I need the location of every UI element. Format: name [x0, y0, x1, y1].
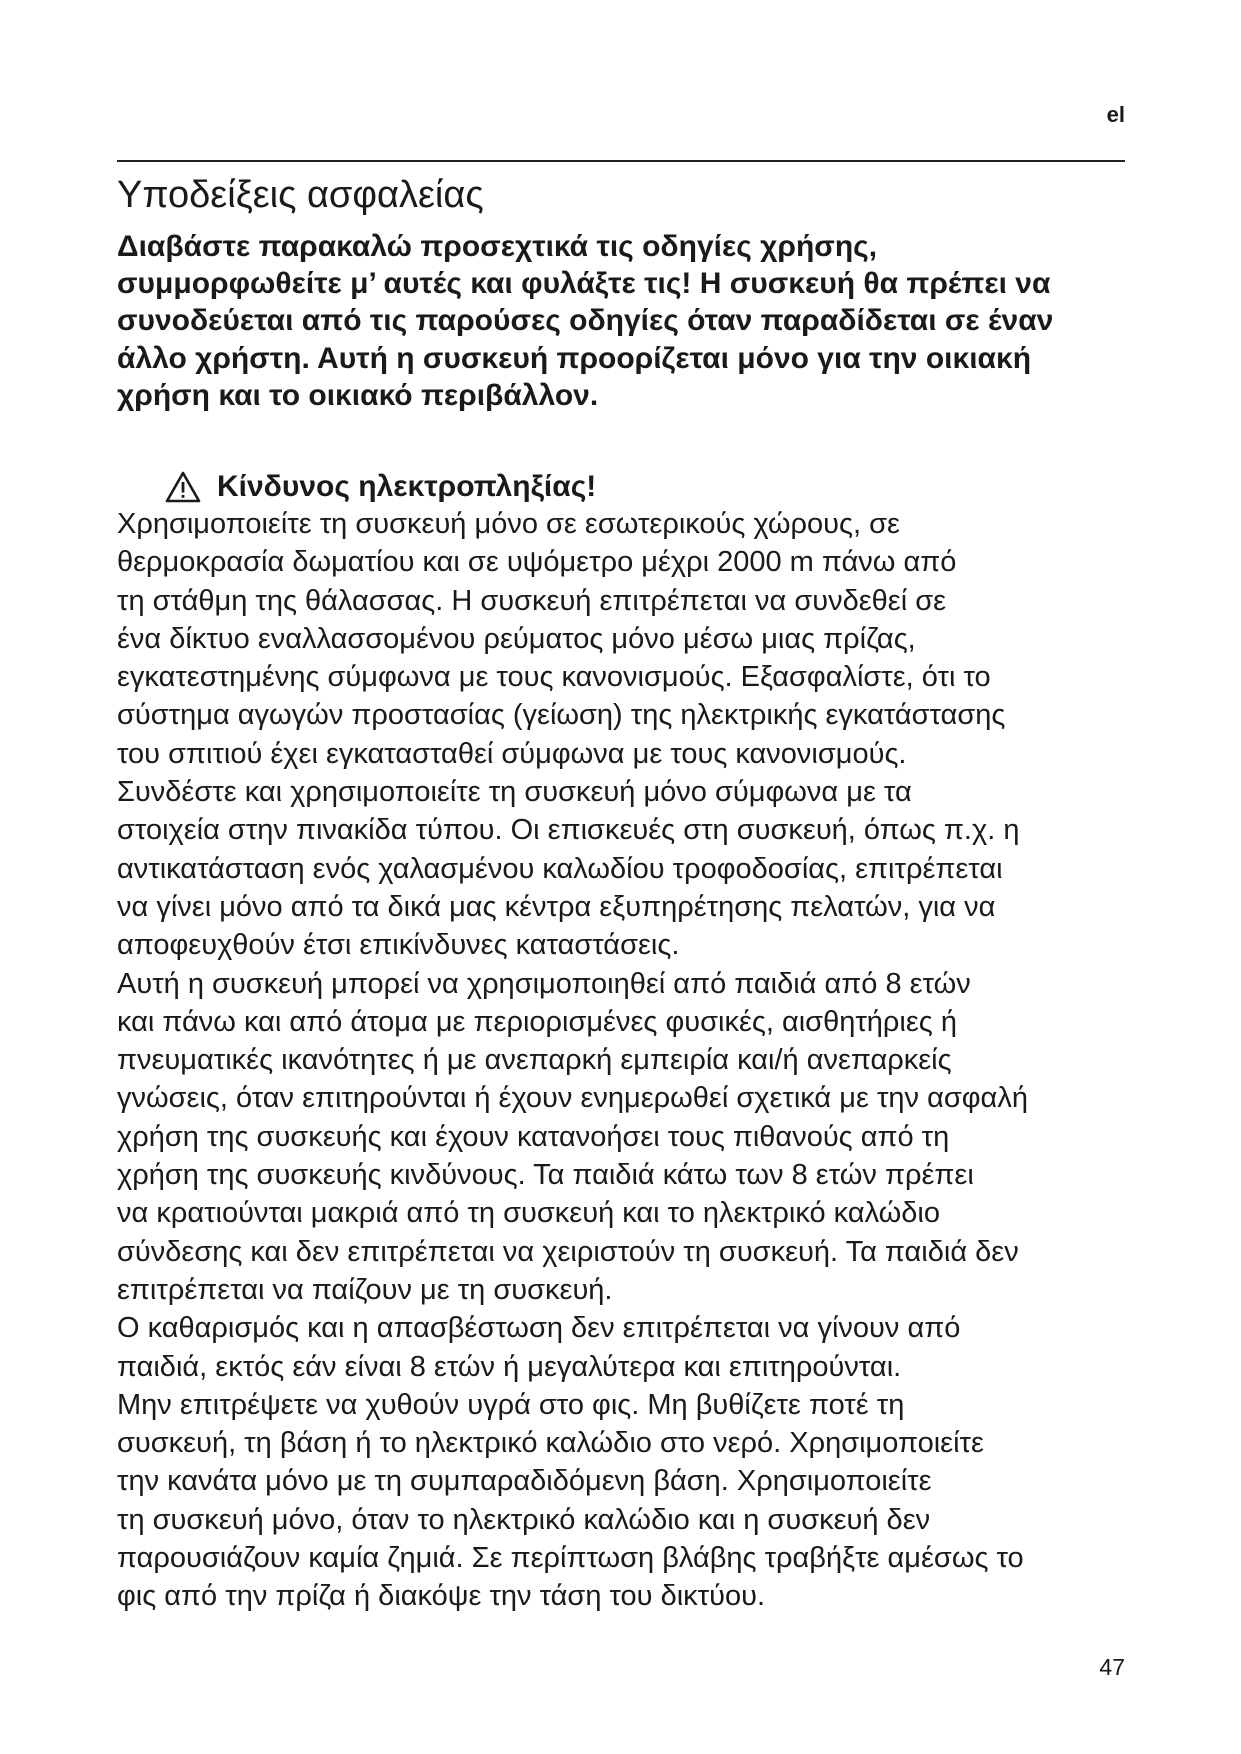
intro-line: Διαβάστε παρακαλώ προσεχτικά τις οδηγίες χρήσης,: [117, 230, 878, 263]
header-divider: [117, 160, 1125, 162]
body-line: φις από την πρίζα ή διακόψε την τάση του δικτύου.: [117, 1580, 766, 1613]
body-line: παιδιά, εκτός εάν είναι 8 ετών ή μεγαλύτερα και επιτηρούνται.: [117, 1350, 902, 1383]
body-line: του σπιτιού έχει εγκατασταθεί σύμφωνα με τους κανονισμούς.: [117, 737, 907, 770]
body-line: και πάνω και από άτομα με περιορισμένες φυσικές, αισθητήριες ή: [117, 1005, 957, 1038]
body-line: Χρησιμοποιείτε τη συσκευή μόνο σε εσωτερικούς χώρους, σε: [117, 508, 900, 540]
body-line: σύνδεσης και δεν επιτρέπεται να χειριστούν τη συσκευή. Τα παιδιά δεν: [117, 1235, 1019, 1268]
body-line: σύστημα αγωγών προστασίας (γείωση) της ηλεκτρικής εγκατάστασης: [117, 699, 1006, 732]
body-line: την κανάτα μόνο με τη συμπαραδιδόμενη βάση. Χρησιμοποιείτε: [117, 1465, 932, 1498]
warning-triangle-icon: [165, 471, 201, 503]
body-line: αποφευχθούν έτσι επικίνδυνες καταστάσεις.: [117, 929, 680, 962]
body-line: να κρατιούνται μακριά από τη συσκευή και το ηλεκτρικό καλώδιο: [117, 1197, 941, 1230]
warning-heading-text: Κίνδυνος ηλεκτροπληξίας!: [217, 470, 597, 503]
language-code: el: [1106, 102, 1125, 127]
intro-paragraph: [117, 228, 1137, 414]
intro-line: χρήση και το οικιακό περιβάλλον.: [117, 378, 599, 412]
page-number: 47: [1099, 1654, 1125, 1680]
intro-line: συμμορφωθείτε μ’ αυτές και φυλάξτε τις! Η συσκευή θα πρέπει να: [117, 267, 1051, 301]
intro-line: συνοδεύεται από τις παρούσες οδηγίες όταν παραδίδεται σε έναν: [117, 304, 1054, 338]
body-line: Αυτή η συσκευή μπορεί να χρησιμοποιηθεί από παιδιά από 8 ετών: [117, 967, 971, 1000]
body-line: πνευματικές ικανότητες ή με ανεπαρκή εμπειρία και/ή ανεπαρκείς: [117, 1044, 952, 1077]
body-line: Συνδέστε και χρησιμοποιείτε τη συσκευή μόνο σύμφωνα με τα: [117, 776, 912, 809]
body-line: επιτρέπεται να παίζουν με τη συσκευή.: [117, 1273, 613, 1306]
body-line: εγκατεστημένης σύμφωνα με τους κανονισμούς. Εξασφαλίστε, ότι το: [117, 661, 991, 694]
warning-heading: [165, 468, 596, 506]
body-line: γνώσεις, όταν επιτηρούνται ή έχουν ενημερωθεί σχετικά με την ασφαλή: [117, 1082, 1028, 1115]
body-line: ένα δίκτυο εναλλασσομένου ρεύματος μόνο μέσω μιας πρίζας,: [117, 622, 916, 655]
body-line: συσκευή, τη βάση ή το ηλεκτρικό καλώδιο στο νερό. Χρησιμοποιείτε: [117, 1427, 984, 1460]
body-line: χρήση της συσκευής και έχουν κατανοήσει τους πιθανούς από τη: [117, 1120, 950, 1153]
body-line: Μην επιτρέψετε να χυθούν υγρά στο φις. Μη βυθίζετε ποτέ τη: [117, 1388, 905, 1421]
section-title: Υποδείξεις ασφαλείας: [117, 174, 484, 216]
body-line: τη συσκευή μόνο, όταν το ηλεκτρικό καλώδιο και η συσκευή δεν: [117, 1503, 931, 1536]
warning-body: [117, 505, 1137, 1616]
body-line: χρήση της συσκευής κινδύνους. Τα παιδιά κάτω των 8 ετών πρέπει: [117, 1159, 974, 1192]
body-line: τη στάθμη της θάλασσας. Η συσκευή επιτρέπεται να συνδεθεί σε: [117, 584, 947, 617]
body-line: Ο καθαρισμός και η απασβέστωση δεν επιτρέπεται να γίνουν από: [117, 1312, 961, 1345]
body-line: παρουσιάζουν καμία ζημιά. Σε περίπτωση βλάβης τραβήξτε αμέσως το: [117, 1542, 1024, 1575]
intro-line: άλλο χρήστη. Αυτή η συσκευή προορίζεται μόνο για την οικιακή: [117, 341, 1032, 375]
body-line: αντικατάσταση ενός χαλασμένου καλωδίου τροφοδοσίας, επιτρέπεται: [117, 852, 1003, 885]
body-line: θερμοκρασία δωματίου και σε υψόμετρο μέχρι 2000 m πάνω από: [117, 546, 957, 579]
body-line: στοιχεία στην πινακίδα τύπου. Οι επισκευές στη συσκευή, όπως π.χ. η: [117, 814, 1020, 847]
body-line: να γίνει μόνο από τα δικά μας κέντρα εξυπηρέτησης πελατών, για να: [117, 890, 996, 923]
